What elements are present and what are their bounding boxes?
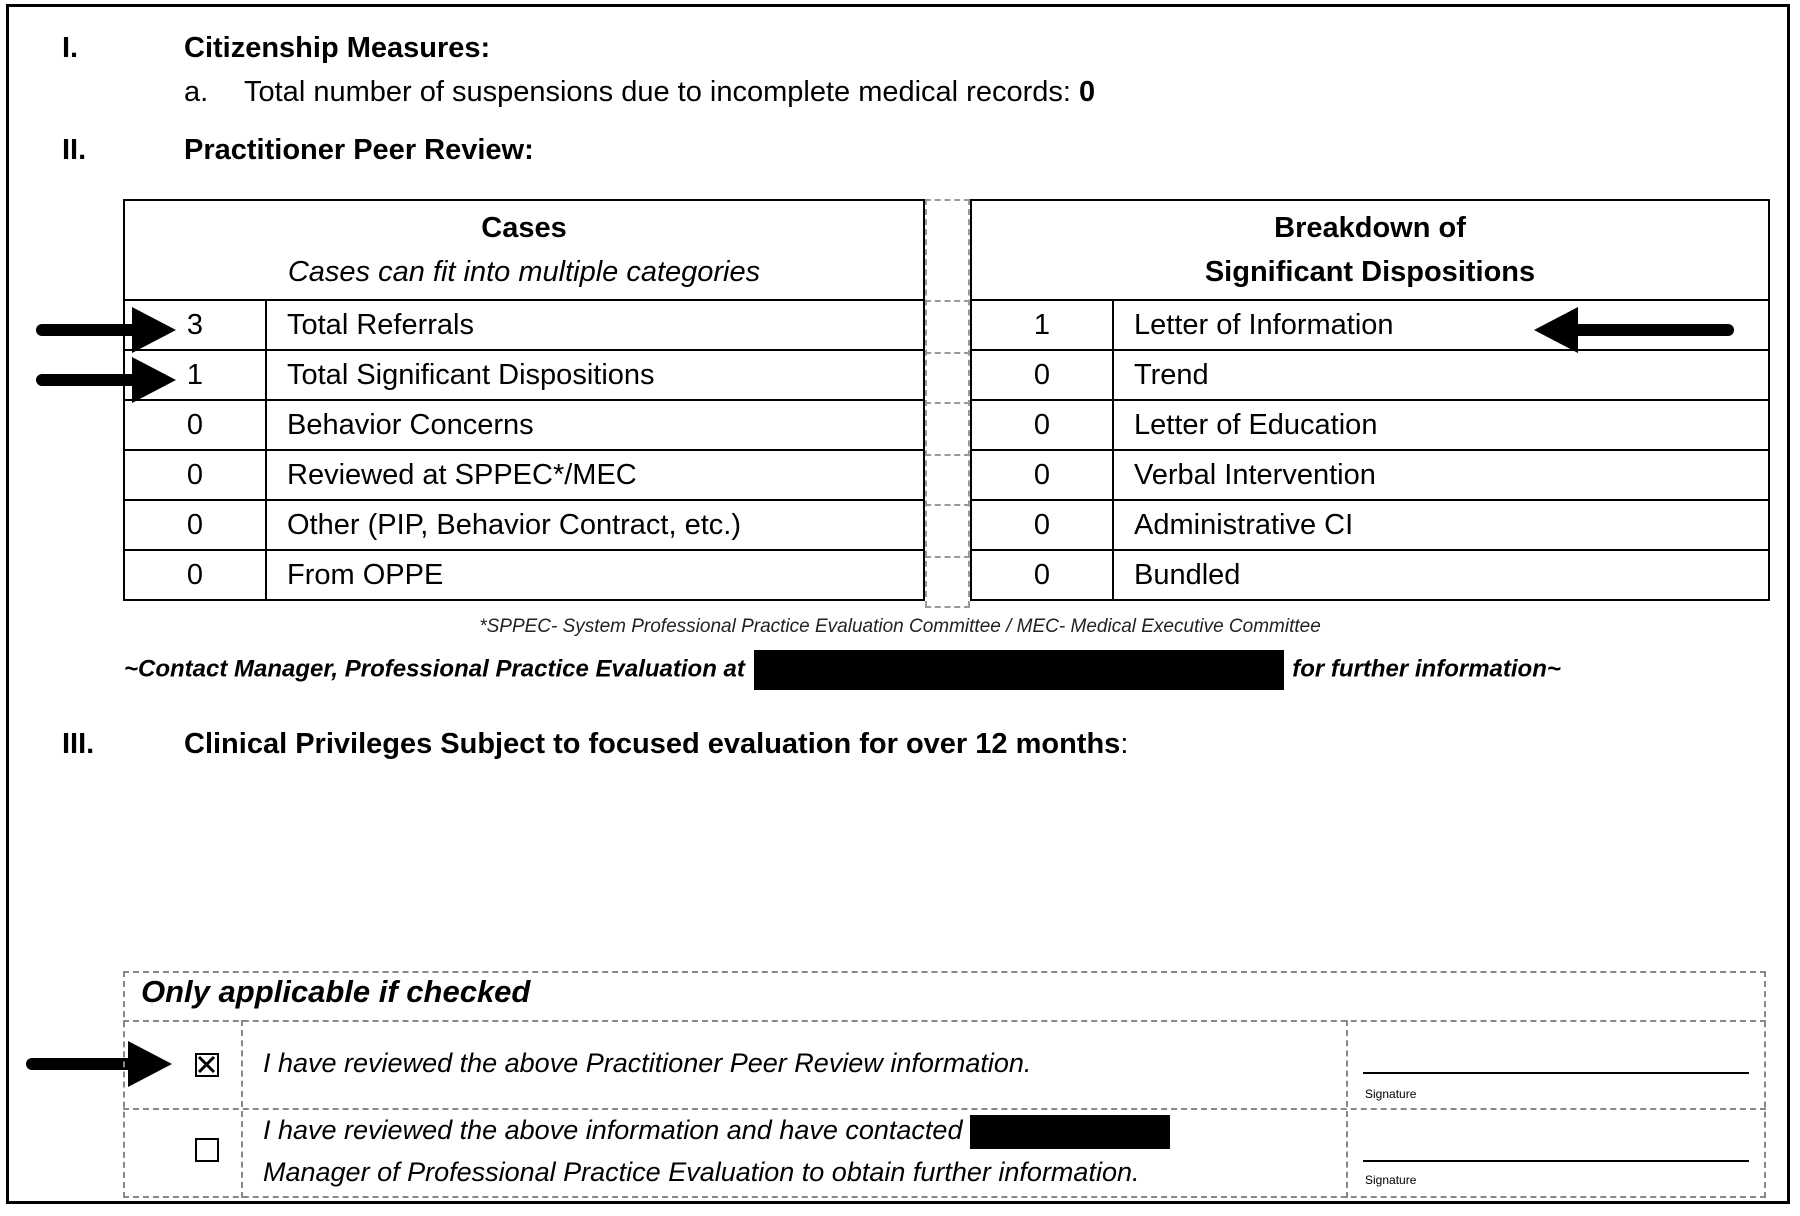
breakdown-title-line2: Significant Dispositions bbox=[1204, 256, 1536, 288]
breakdown-header-row bbox=[971, 200, 1769, 300]
breakdown-value: 0 bbox=[971, 450, 1113, 500]
divider bbox=[241, 1020, 243, 1198]
table-row bbox=[971, 350, 1769, 400]
checkbox-contacted[interactable] bbox=[195, 1138, 219, 1162]
contact-text-after: for further information~ bbox=[1292, 655, 1561, 683]
breakdown-value: 0 bbox=[971, 400, 1113, 450]
breakdown-table bbox=[970, 199, 1770, 601]
cases-value: 0 bbox=[124, 550, 266, 600]
breakdown-label: Verbal Intervention bbox=[1113, 450, 1769, 500]
breakdown-title-line1: Breakdown of bbox=[1274, 212, 1466, 244]
divider bbox=[1346, 1020, 1348, 1198]
section-3-colon: : bbox=[1120, 728, 1129, 760]
cases-label: Behavior Concerns bbox=[266, 400, 924, 450]
arrow-right-icon bbox=[36, 303, 176, 357]
redaction-block bbox=[754, 650, 1284, 690]
breakdown-label: Letter of Information bbox=[1113, 300, 1769, 350]
cases-label: Total Referrals bbox=[266, 300, 924, 350]
cases-label: Reviewed at SPPEC*/MEC bbox=[266, 450, 924, 500]
breakdown-label: Letter of Education bbox=[1113, 400, 1769, 450]
acknowledgement-text-2-line2: Manager of Professional Practice Evaluation to obtain further information. bbox=[263, 1157, 1140, 1187]
suspensions-item bbox=[244, 76, 1095, 109]
gap-divider bbox=[925, 454, 970, 456]
breakdown-label: Trend bbox=[1113, 350, 1769, 400]
signature-label: Signature bbox=[1365, 1087, 1417, 1101]
checkbox-reviewed[interactable] bbox=[195, 1053, 219, 1077]
breakdown-value: 1 bbox=[971, 300, 1113, 350]
acknowledgement-heading: Only applicable if checked bbox=[141, 974, 531, 1009]
suspensions-label: Total number of suspensions due to incomplete medical records: bbox=[244, 76, 1071, 108]
gap-divider bbox=[925, 199, 970, 201]
breakdown-label: Bundled bbox=[1113, 550, 1769, 600]
cases-header bbox=[124, 200, 924, 300]
table-row bbox=[124, 300, 924, 350]
breakdown-value: 0 bbox=[971, 550, 1113, 600]
divider bbox=[123, 1020, 1766, 1022]
section-3-title bbox=[184, 728, 1128, 761]
table-row bbox=[124, 450, 924, 500]
redaction-block bbox=[970, 1115, 1170, 1149]
section-1-number: I. bbox=[62, 32, 79, 64]
table-row bbox=[971, 500, 1769, 550]
cases-subtitle: Cases can fit into multiple categories bbox=[287, 256, 761, 288]
gap-divider bbox=[925, 606, 970, 608]
contact-line bbox=[124, 650, 1561, 690]
section-3-title-text: Clinical Privileges Subject to focused evaluation for over 12 months bbox=[184, 728, 1121, 760]
section-2-number: II. bbox=[62, 134, 87, 166]
arrow-right-icon bbox=[36, 353, 176, 407]
gap-divider bbox=[925, 504, 970, 506]
contact-text-before: ~Contact Manager, Professional Practice Evaluation at bbox=[124, 655, 745, 683]
cases-value: 0 bbox=[124, 400, 266, 450]
table-row bbox=[124, 400, 924, 450]
cases-value: 1 bbox=[124, 350, 266, 400]
table-row bbox=[971, 400, 1769, 450]
acknowledgement-text-1: I have reviewed the above Practitioner Peer Review information. bbox=[263, 1048, 1032, 1078]
gap-divider bbox=[925, 556, 970, 558]
cases-value: 0 bbox=[124, 500, 266, 550]
cases-label: Other (PIP, Behavior Contract, etc.) bbox=[266, 500, 924, 550]
cases-value: 0 bbox=[124, 450, 266, 500]
cases-table bbox=[123, 199, 925, 601]
section-1-title: Citizenship Measures: bbox=[184, 32, 491, 64]
breakdown-header bbox=[971, 200, 1769, 300]
suspensions-value: 0 bbox=[1079, 76, 1096, 108]
cases-title: Cases bbox=[481, 212, 567, 244]
signature-label: Signature bbox=[1365, 1173, 1417, 1187]
section-1a-letter: a. bbox=[184, 76, 209, 108]
breakdown-value: 0 bbox=[971, 350, 1113, 400]
gap-divider bbox=[925, 300, 970, 302]
acknowledgement-text-2 bbox=[263, 1109, 1170, 1193]
breakdown-value: 0 bbox=[971, 500, 1113, 550]
table-row bbox=[971, 450, 1769, 500]
acknowledgement-text-2-line1: I have reviewed the above information and have contacted bbox=[263, 1115, 963, 1145]
breakdown-label: Administrative CI bbox=[1113, 500, 1769, 550]
table-row bbox=[124, 350, 924, 400]
cases-label: From OPPE bbox=[266, 550, 924, 600]
table-row bbox=[971, 550, 1769, 600]
gap-divider bbox=[925, 352, 970, 354]
table-row bbox=[124, 500, 924, 550]
footnote: *SPPEC- System Professional Practice Evaluation Committee / MEC- Medical Executive Committee bbox=[479, 616, 1321, 637]
cases-header-row bbox=[124, 200, 924, 300]
arrow-left-icon bbox=[1530, 303, 1734, 357]
check-x-icon bbox=[197, 1055, 217, 1075]
section-2-title: Practitioner Peer Review: bbox=[184, 134, 534, 166]
cases-label: Total Significant Dispositions bbox=[266, 350, 924, 400]
table-row bbox=[124, 550, 924, 600]
signature-line[interactable] bbox=[1363, 1072, 1749, 1074]
gap-divider bbox=[925, 402, 970, 404]
section-3-number: III. bbox=[62, 728, 95, 760]
signature-line[interactable] bbox=[1363, 1160, 1749, 1162]
cases-value: 3 bbox=[124, 300, 266, 350]
